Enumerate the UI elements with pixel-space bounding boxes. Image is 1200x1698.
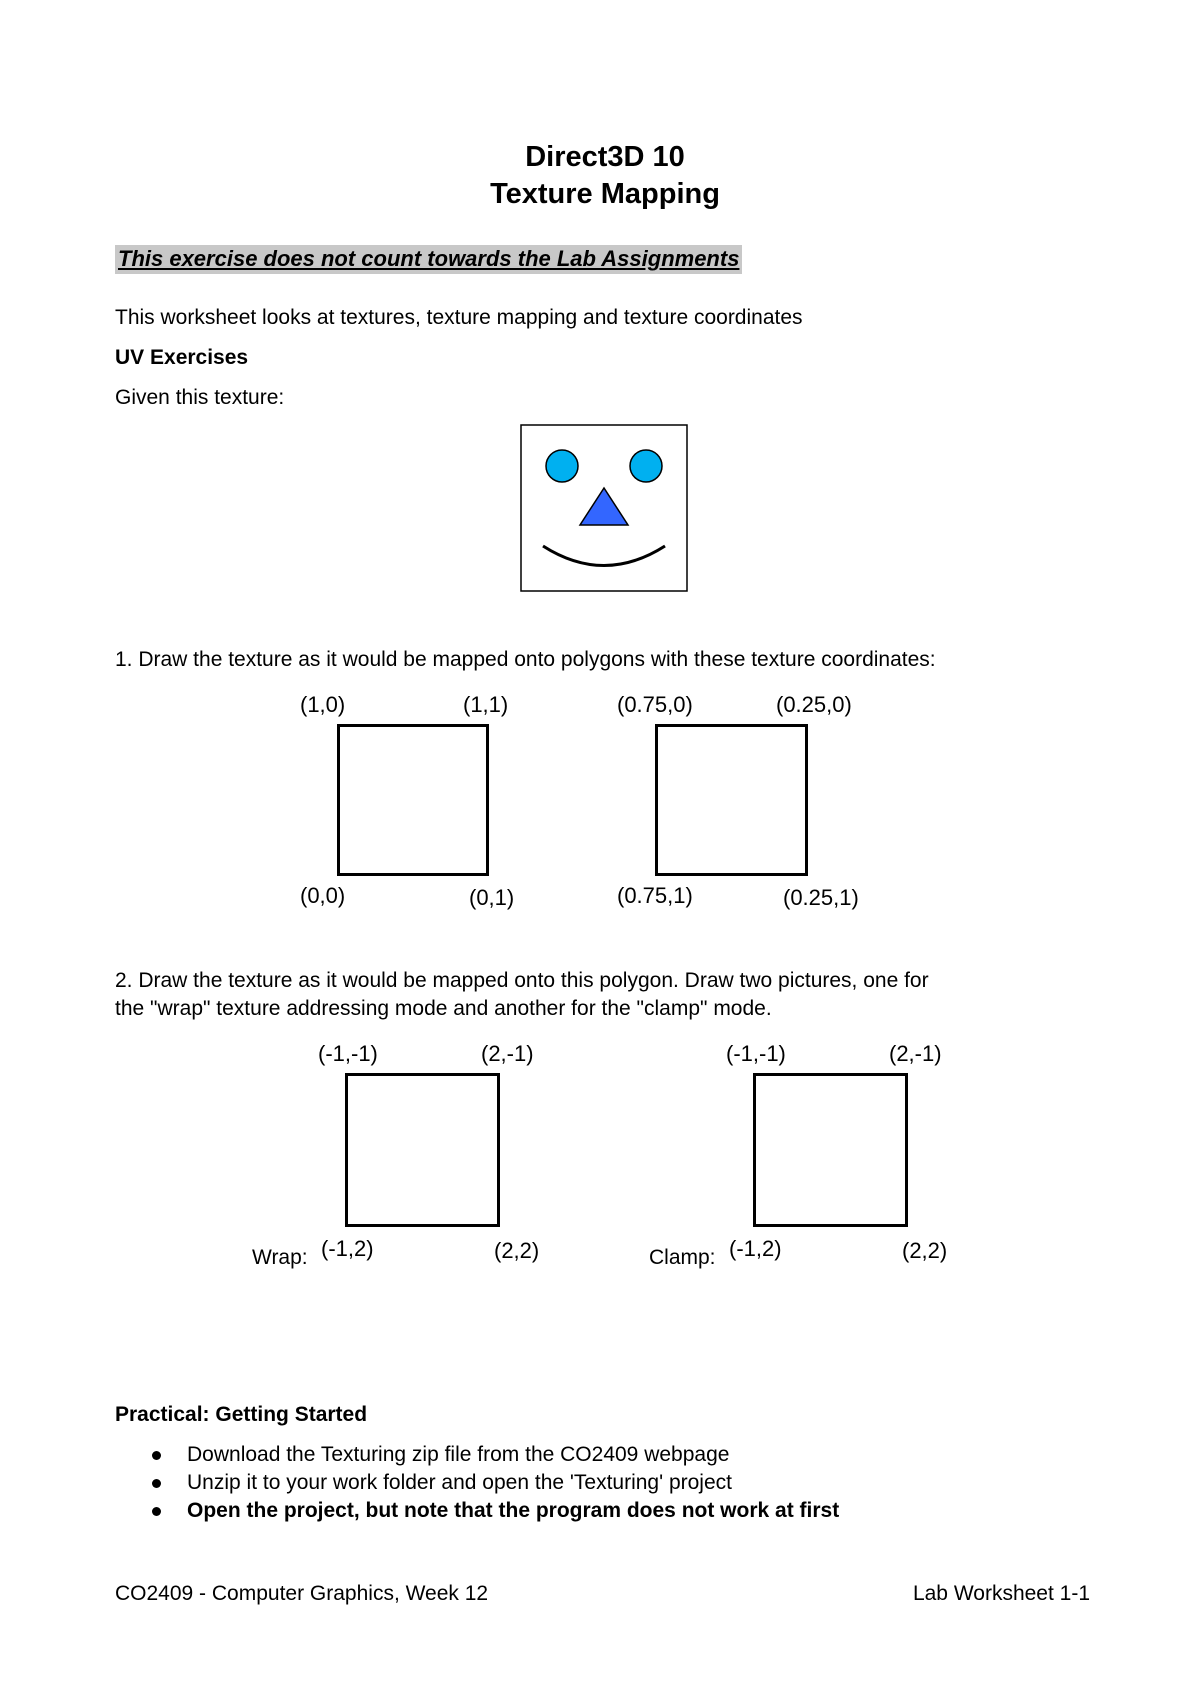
quad-a-bottom-left-label: (0,0) — [300, 883, 346, 908]
footer-left: CO2409 - Computer Graphics, Week 12 — [115, 1582, 489, 1605]
quad-b-top-right-label: (0.25,0) — [776, 692, 852, 717]
quad-a-bottom-right-label: (0,1) — [469, 885, 515, 910]
quad-b-bottom-left-label: (0.75,1) — [617, 883, 693, 908]
question-1-text: 1. Draw the texture as it would be mapped onto polygons with these texture coordinates: — [115, 648, 936, 671]
clamp-bottom-left-label: (-1,2) — [729, 1236, 782, 1261]
wrap-top-left-label: (-1,-1) — [318, 1041, 378, 1066]
smiley-texture-image — [520, 424, 690, 594]
uv-exercises-heading: UV Exercises — [115, 346, 249, 369]
page-title: Direct3D 10 — [525, 141, 685, 173]
question-2-text-line-1: 2. Draw the texture as it would be mapped onto this polygon. Draw two pictures, one for — [115, 969, 929, 992]
quad-b-top-left-label: (0.75,0) — [617, 692, 693, 717]
given-text: Given this texture: — [115, 386, 285, 409]
quad-a-top-right-label: (1,1) — [463, 692, 509, 717]
quad-a-top-left-label: (1,0) — [300, 692, 346, 717]
wrap-polygon — [345, 1073, 500, 1227]
clamp-polygon — [753, 1073, 908, 1227]
highlight-note: This exercise does not count towards the Lab Assignments — [115, 245, 742, 274]
practical-step: Unzip it to your work folder and open the 'Texturing' project — [150, 1469, 839, 1497]
footer-right: Lab Worksheet 1-1 — [912, 1582, 1090, 1605]
practical-step: Open the project, but note that the program does not work at first — [150, 1497, 839, 1525]
quad-b-polygon — [655, 724, 808, 876]
practical-step: Download the Texturing zip file from the CO2409 webpage — [150, 1441, 839, 1469]
practical-steps-list — [150, 1441, 839, 1525]
left-eye — [546, 450, 578, 482]
wrap-bottom-right-label: (2,2) — [494, 1238, 540, 1263]
clamp-top-right-label: (2,-1) — [889, 1041, 942, 1066]
wrap-top-right-label: (2,-1) — [481, 1041, 534, 1066]
practical-heading: Practical: Getting Started — [115, 1403, 368, 1426]
clamp-top-left-label: (-1,-1) — [726, 1041, 786, 1066]
wrap-label: Wrap: — [252, 1246, 308, 1269]
quad-a-polygon — [337, 724, 489, 876]
quad-b-bottom-right-label: (0.25,1) — [783, 885, 859, 910]
question-2-text-line-2: the "wrap" texture addressing mode and another for the "clamp" mode. — [115, 997, 772, 1020]
right-eye — [630, 450, 662, 482]
page-subtitle: Texture Mapping — [490, 178, 720, 210]
clamp-label: Clamp: — [649, 1246, 716, 1269]
intro-text: This worksheet looks at textures, texture mapping and texture coordinates — [115, 306, 803, 329]
clamp-bottom-right-label: (2,2) — [902, 1238, 948, 1263]
wrap-bottom-left-label: (-1,2) — [321, 1236, 374, 1261]
